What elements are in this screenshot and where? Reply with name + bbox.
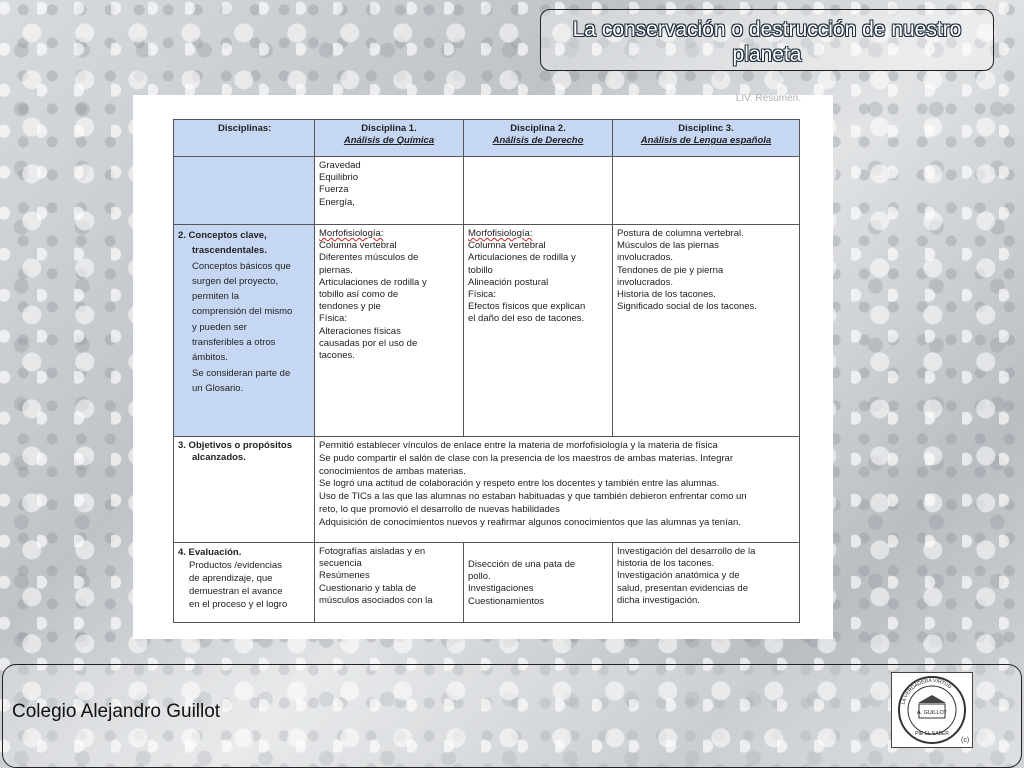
table-cell <box>464 225 613 437</box>
label-line: comprensión del mismo <box>192 306 293 318</box>
label-line: en el proceso y el logro <box>189 599 288 610</box>
cell-line: el daño del eso de tacones. <box>468 313 585 325</box>
table-cell <box>315 157 464 225</box>
label-line: de aprendizaje, que <box>189 573 273 584</box>
cell-line: Postura de columna vertebral. <box>617 228 744 239</box>
cell-line: tobillo <box>468 264 493 276</box>
label-line: ámbitos. <box>192 352 228 364</box>
header-subtitle: Análisis de Lengua española <box>640 135 772 147</box>
cell-line: Cuestionamientos <box>468 595 545 607</box>
table-cell <box>464 543 613 623</box>
label-line: Se consideran parte de <box>192 367 291 379</box>
cell-line: Efectos físicos que explican <box>468 301 586 313</box>
table-cell <box>613 543 800 623</box>
cell-line: Cuestionario y tabla de <box>319 582 417 594</box>
seal-top-text: LA VERDADERA VIRTUD <box>900 677 953 706</box>
label-line: 2. Conceptos clave, <box>178 230 267 241</box>
seal-bottom-text: PIE EL SABER <box>915 731 949 737</box>
label-line: transferibles a otros <box>192 337 276 349</box>
label-line: trascendentales. <box>192 245 267 257</box>
cell-line: Investigación anatómica y de <box>617 570 740 582</box>
text-line: Uso de TICs a las que las alumnas no estaban habituadas y que también debieron enfrentar como un <box>319 491 747 503</box>
summary-table <box>173 119 800 623</box>
slide-title-line2: planeta <box>732 43 802 66</box>
cell-line: piernas. <box>319 264 353 276</box>
cell-line: salud, presentan evidencias de <box>617 582 748 594</box>
table-cell <box>613 157 800 225</box>
table-cell <box>315 225 464 437</box>
cell-line: Columna vertebral <box>468 240 546 252</box>
cell-line: Gravedad <box>319 160 361 171</box>
cell-line: Energía, <box>319 196 355 208</box>
table-header-row <box>174 120 800 157</box>
document-note: LIV. Resumen. <box>735 93 801 104</box>
seal-icon <box>892 673 972 747</box>
table-row <box>174 543 800 623</box>
slide-title <box>540 9 994 71</box>
seal-small-mark: (c) <box>961 737 970 744</box>
cell-line: Alineación postural <box>468 276 549 288</box>
cell-line: Articulaciones de rodilla y <box>319 276 427 288</box>
cell-line: involucrados. <box>617 276 673 288</box>
table-row <box>174 437 800 543</box>
cell-line: Investigación del desarrollo de la <box>617 546 756 557</box>
school-name: Colegio Alejandro Guillot <box>12 701 221 722</box>
row-label-conceptos <box>174 225 315 437</box>
cell-line: músculos asociados con la <box>319 594 433 606</box>
cell-line: involucrados. <box>617 252 673 264</box>
cell-line: Fuerza <box>319 184 349 196</box>
cell-line: Investigaciones <box>468 583 534 595</box>
label-line: y pueden ser <box>192 321 247 333</box>
table-cell <box>315 543 464 623</box>
cell-line: Equilibrio <box>319 172 359 184</box>
label-line: 3. Objetivos o propósitos <box>178 440 293 451</box>
table-row <box>174 157 800 225</box>
cell-line: historia de los tacones. <box>617 558 715 570</box>
cell-line: Resúmenes <box>319 570 370 582</box>
cell-line: tendones y pie <box>319 301 381 313</box>
text-line: reto, lo que promovió el desarrollo de nuevas habilidades <box>319 503 560 515</box>
row-label-empty <box>174 157 315 225</box>
cell-line: Columna vertebral <box>319 240 397 252</box>
cell-line: tacones. <box>319 350 355 362</box>
header-disciplina-3 <box>613 120 800 157</box>
cell-line: Significado social de los tacones. <box>617 301 757 313</box>
cell-line: tobillo así como de <box>319 289 399 301</box>
table-row <box>174 225 800 437</box>
text-line: conocimientos de ambas materias. <box>319 465 466 477</box>
header-subtitle: Análisis de Química <box>343 135 435 147</box>
cell-line: Músculos de las piernas <box>617 240 719 252</box>
cell-line: Disección de una pata de <box>468 559 576 570</box>
cell-line: Articulaciones de rodilla y <box>468 252 576 264</box>
cell-line: Diferentes músculos de <box>319 252 419 264</box>
cell-line: Física: <box>319 313 347 325</box>
label-line: Conceptos básicos que <box>192 260 291 272</box>
cell-line: Tendones de pie y pierna <box>617 264 724 276</box>
header-disciplina-1 <box>315 120 464 157</box>
cell-line: Física: <box>468 289 496 301</box>
header-subtitle: Análisis de Derecho <box>492 135 584 147</box>
cell-line: Historia de los tacones. <box>617 289 716 301</box>
header-disciplina-2 <box>464 120 613 157</box>
header-title: Disciplinc 3. <box>678 123 734 134</box>
text-line: Adquisición de conocimientos nuevos y reafirmar algunos conocimientos que las alumnas ya tenían. <box>319 516 741 528</box>
header-title: Disciplina 1. <box>361 123 417 134</box>
seal-name: A. GUILLOT <box>916 710 948 716</box>
row-label-evaluacion <box>174 543 315 623</box>
header-title: Disciplina 2. <box>510 123 566 134</box>
label-line: surgen del proyecto, <box>192 275 279 287</box>
cell-line: Alteraciones físicas <box>319 325 401 337</box>
label-line: alcanzados. <box>192 452 246 464</box>
document-image <box>133 95 833 639</box>
cell-line: dicha investigación. <box>617 594 700 606</box>
label-line: permiten la <box>192 291 239 303</box>
text-line: Permitió establecer vínculos de enlace entre la materia de morfofisiología y la materia de física <box>319 440 718 451</box>
label-line: Productos /evidencias <box>189 560 282 571</box>
cell-line: Morfofisiología: <box>319 228 384 239</box>
cell-line: Fotografías aisladas y en <box>319 546 426 557</box>
objetivos-text <box>315 437 800 543</box>
text-line: Se logró una actitud de colaboración y respeto entre los docentes y también entre las alumnas. <box>319 478 720 490</box>
cell-line: secuencia <box>319 558 362 570</box>
text-line: Se pudo compartir el salón de clase con la presencia de los maestros de ambas materias. Integrar <box>319 452 733 464</box>
slide-title-line1: La conservación o destrucción de nuestro <box>572 18 962 41</box>
row-label-objetivos <box>174 437 315 543</box>
table-cell <box>613 225 800 437</box>
label-line: demuestran el avance <box>189 586 283 597</box>
table-cell <box>464 157 613 225</box>
header-disciplinas: Disciplinas: <box>174 120 315 157</box>
label-line: 4. Evaluación. <box>178 547 242 558</box>
cell-line: Morfofisiología: <box>468 228 533 239</box>
label-line: un Glosario. <box>192 382 244 394</box>
cell-line: causadas por el uso de <box>319 337 418 349</box>
cell-line: pollo. <box>468 571 491 583</box>
